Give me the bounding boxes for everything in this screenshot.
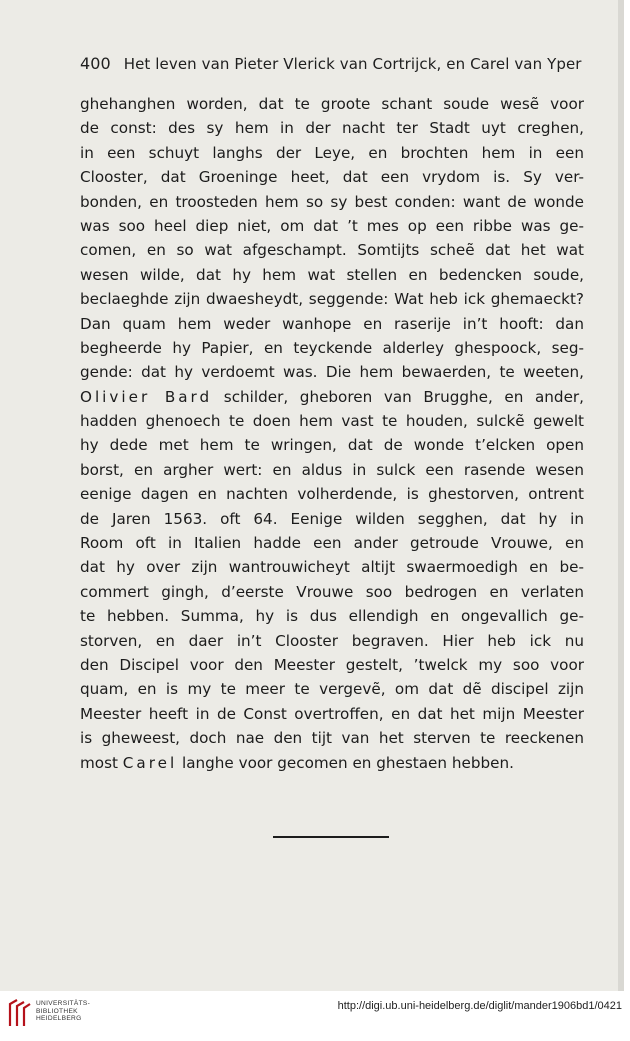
text-line: de const: des sy hem in der nacht ter Stadt uyt creghen, bbox=[80, 119, 584, 138]
text-line: storven, en daer in’t Clooster begraven. Hier heb ick nu bbox=[80, 631, 584, 650]
page-edge bbox=[618, 0, 624, 991]
running-title: Het leven van Pieter Vlerick van Cortrijck, en Carel van Yper bbox=[123, 55, 582, 73]
text-line: borst, en argher wert: en aldus in sulck een rasende wesen bbox=[80, 460, 584, 479]
text-line: commert gingh, d’eerste Vrouwe soo bedrogen en verlaten bbox=[80, 582, 584, 601]
text-line: quam, en is my te meer te vergevẽ, om dat dẽ discipel zijn bbox=[80, 680, 584, 699]
library-line-1: UNIVERSITÄTS- bbox=[36, 1000, 91, 1007]
spaced-name: Carel bbox=[122, 753, 178, 772]
heidelberg-library-logo-icon bbox=[6, 998, 32, 1028]
text-line: beclaeghde zijn dwaesheydt, seggende: Wat heb ick ghemaeckt? bbox=[80, 290, 584, 309]
body-text bbox=[80, 92, 584, 775]
text-line: Clooster, dat Groeninge heet, dat een vrydom is. Sy ver- bbox=[80, 168, 584, 187]
running-header bbox=[80, 54, 584, 73]
text-line: Meester heeft in de Const overtroffen, en dat het mijn Meester bbox=[80, 704, 584, 723]
text-line: eenige dagen en nachten volherdende, is ghestorven, ontrent bbox=[80, 485, 584, 504]
page-number: 400 bbox=[80, 54, 111, 73]
text-line: Room oft in Italien hadde een ander getroude Vrouwe, en bbox=[80, 534, 584, 553]
library-line-3: HEIDELBERG bbox=[36, 1015, 82, 1023]
text-line: comen, en so wat afgeschampt. Somtijts scheẽ dat het wat bbox=[80, 241, 584, 260]
text-line: wesen wilde, dat hy hem wat stellen en bedencken soude, bbox=[80, 265, 584, 284]
text-line: de Jaren 1563. oft 64. Eenige wilden segghen, dat hy in bbox=[80, 509, 584, 528]
spaced-name: Olivier Bard bbox=[80, 387, 213, 406]
text-segment: schilder, gheboren van Brugghe, en ander, bbox=[212, 387, 584, 406]
text-line: gende: dat hy verdoemt was. Die hem bewaerden, te weeten, bbox=[80, 363, 584, 382]
text-line: Dan quam hem weder wanhope en raserije in’t hooft: dan bbox=[80, 314, 584, 333]
text-line: in een schuyt langhs der Leye, en brochten hem in een bbox=[80, 143, 584, 162]
text-line: ghehanghen worden, dat te groote schant soude wesẽ voor bbox=[80, 95, 584, 113]
text-line: den Discipel voor den Meester gestelt, ’twelck my soo voor bbox=[80, 655, 584, 674]
end-rule bbox=[273, 836, 389, 838]
source-url-link[interactable]: http://digi.ub.uni-heidelberg.de/diglit/mander1906bd1/0421 bbox=[337, 1000, 622, 1012]
library-line-2: BIBLIOTHEK bbox=[36, 1007, 78, 1015]
text-line: is gheweest, doch nae den tijt van het sterven te reeckenen bbox=[80, 729, 584, 748]
text-line bbox=[80, 751, 584, 775]
library-name bbox=[36, 1000, 90, 1023]
text-line bbox=[80, 385, 584, 409]
text-line: was soo heel diep niet, om dat ’t mes op een ribbe was ge- bbox=[80, 216, 584, 235]
text-line: te hebben. Summa, hy is dus ellendigh en ongevallich ge- bbox=[80, 607, 584, 626]
text-segment: most bbox=[80, 753, 123, 772]
text-line: hy dede met hem te wringen, dat de wonde t’elcken open bbox=[80, 436, 584, 455]
text-segment: langhe voor gecomen en ghestaen hebben. bbox=[177, 753, 514, 772]
footer-bar bbox=[0, 991, 630, 1041]
text-line: begheerde hy Papier, en teyckende alderley ghespoock, seg- bbox=[80, 338, 584, 357]
text-line: dat hy over zijn wantrouwicheyt altijt swaermoedigh en be- bbox=[80, 558, 584, 577]
text-line: hadden ghenoech te doen hem vast te houden, sulckẽ gewelt bbox=[80, 412, 584, 431]
text-line: bonden, en troosteden hem so sy best conden: want de wonde bbox=[80, 192, 584, 211]
